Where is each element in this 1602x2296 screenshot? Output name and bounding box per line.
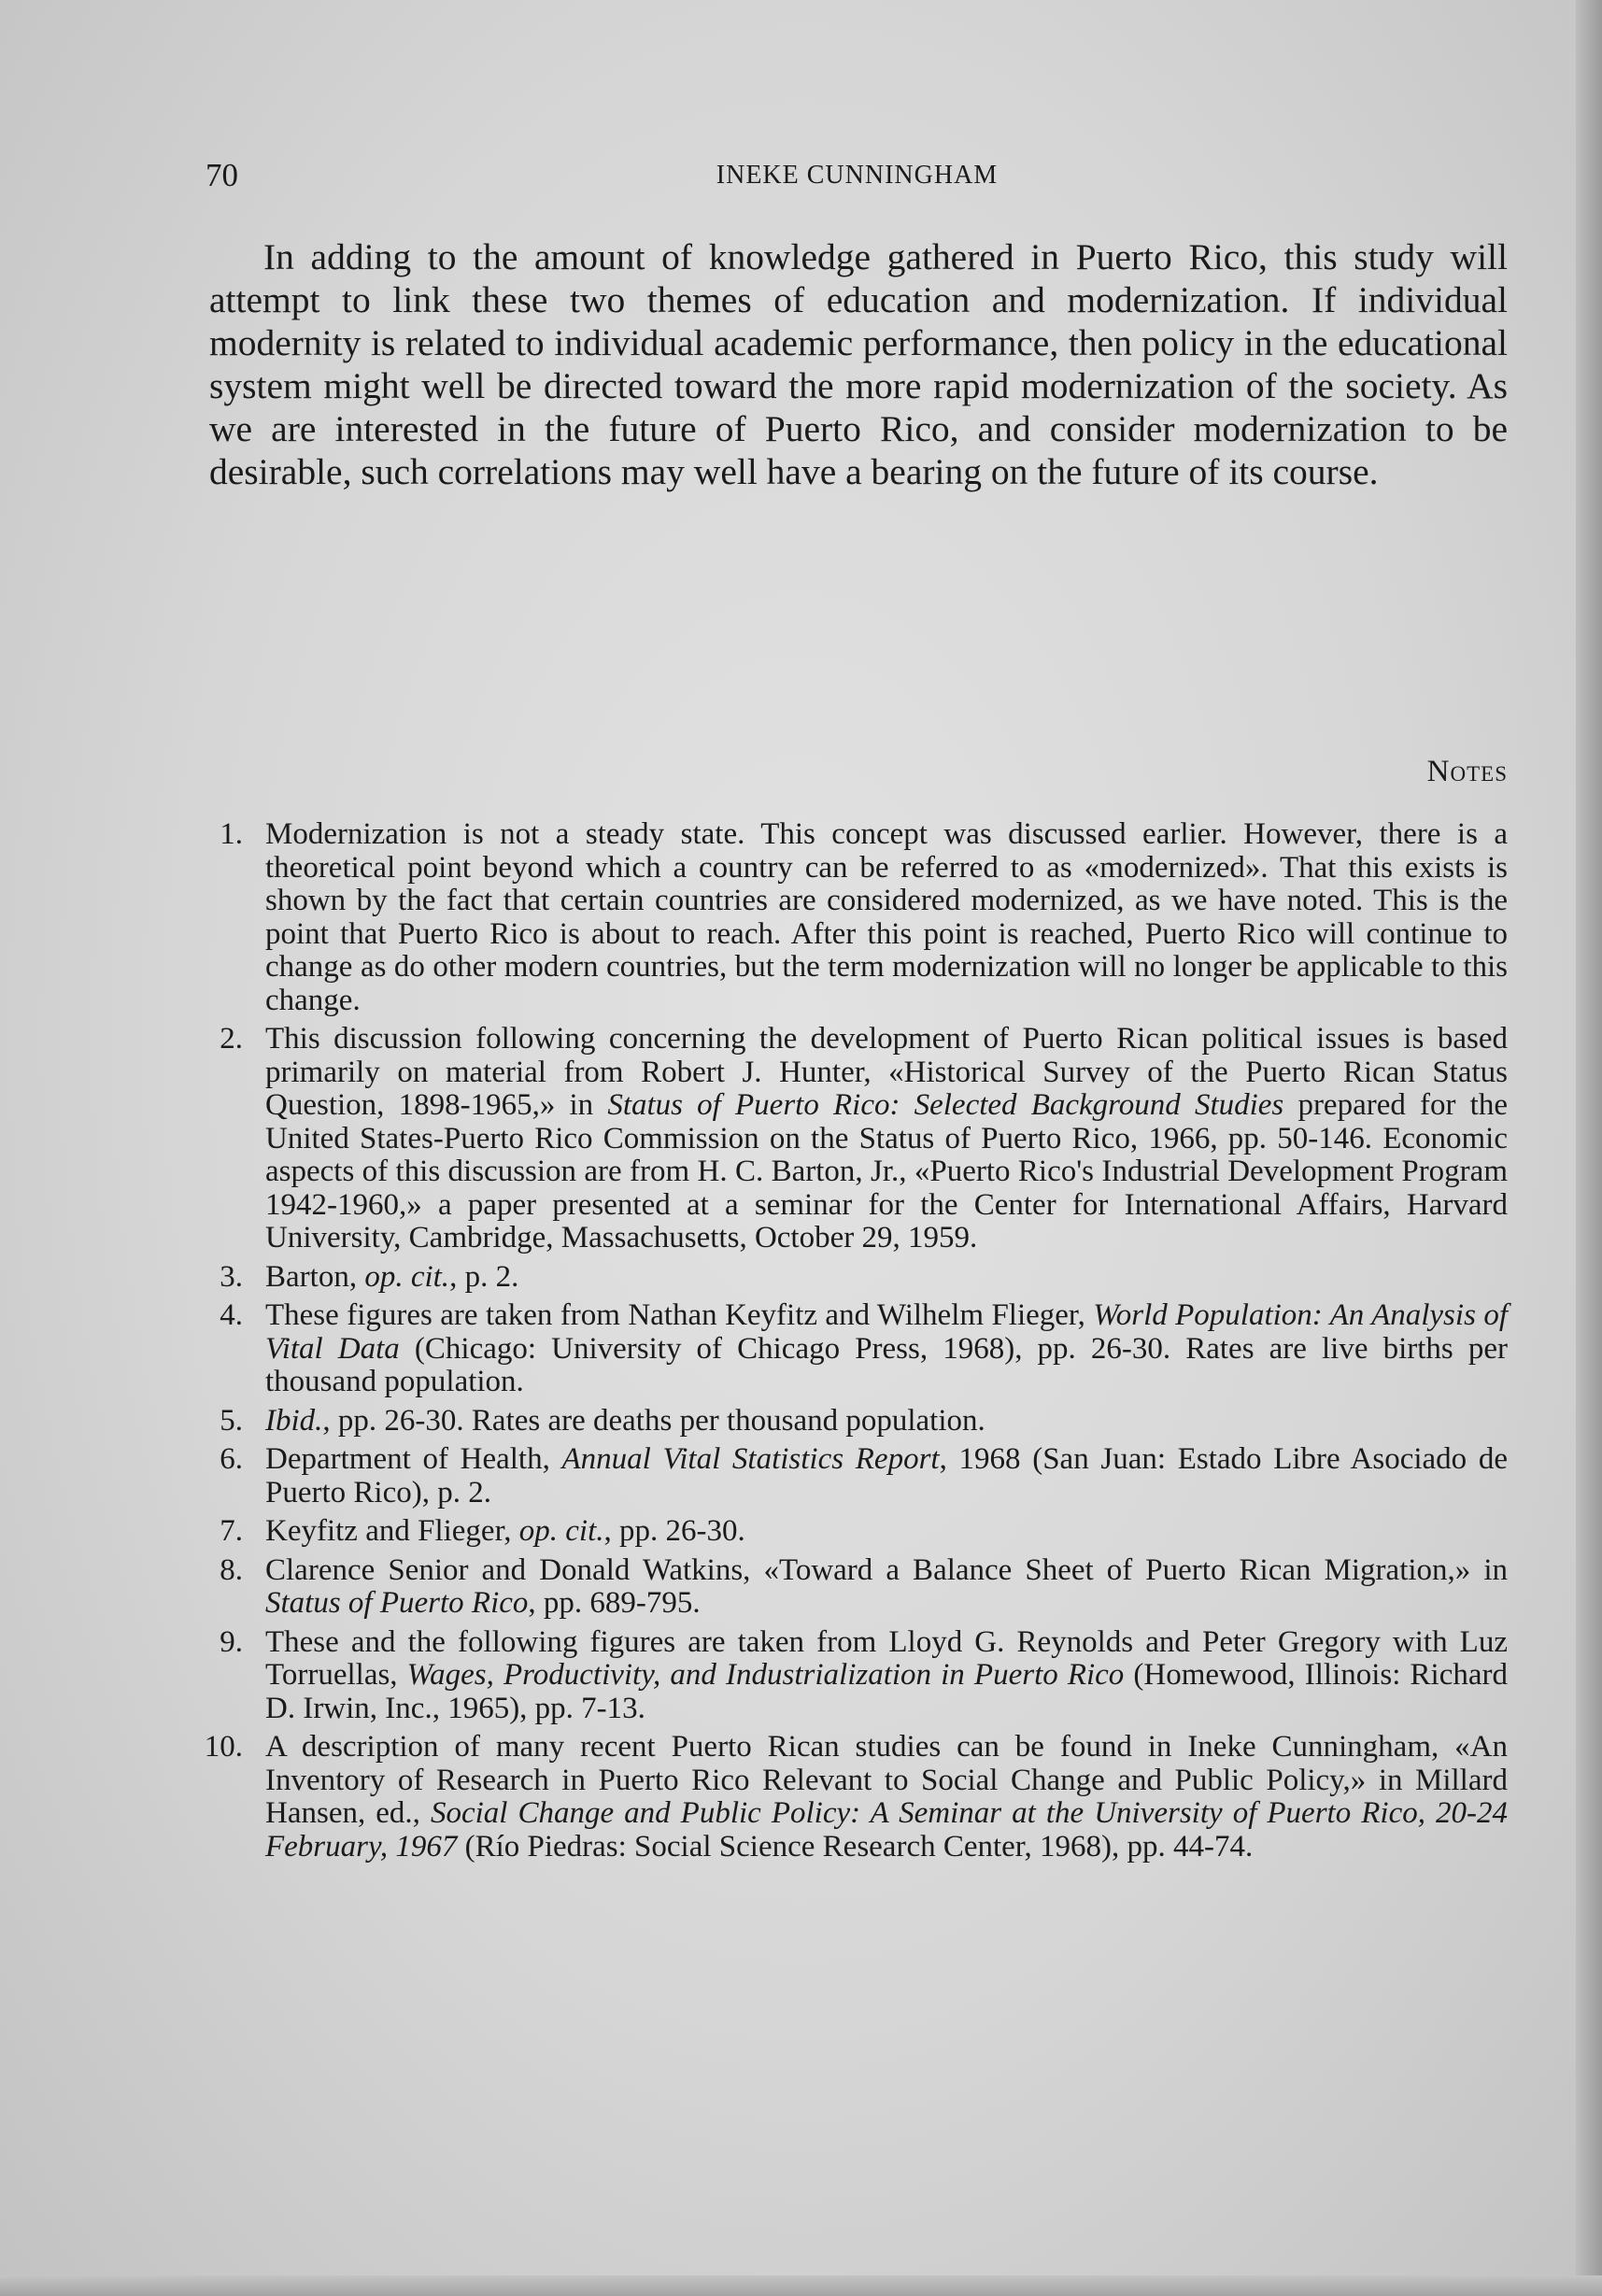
footnote-number: 6. [220,1442,243,1476]
footnote [187,1405,1508,1439]
footnote [187,1023,1508,1255]
page-bottom-shadow [0,2275,1602,2296]
footnote-italic-run: Annual Vital Statistics Report [561,1442,940,1476]
footnote-text [265,1625,1508,1725]
footnote [187,1515,1508,1549]
body-paragraph: In adding to the amount of knowledge gathered in Puerto Rico, this study will attempt to link these two themes of education and modernization. If individual modernity is related to individual academic performance, then policy in the educational system might well be directed toward the more rapid modernization of the society. As we are interested in the future of Puerto Rico, and consider modernization to be desirable, such correlations may well have a bearing on the future of its course. [209,236,1508,492]
footnote-text [265,1404,985,1438]
running-head: INEKE CUNNINGHAM [716,161,999,190]
footnote-italic-run: Wages, Productivity, and Industrialization in Puerto Rico [406,1658,1125,1692]
footnote-text [265,1022,1508,1254]
footnote-text-run: , 1968 (San Juan: Estado Libre Asociado de Puerto Rico), p. 2. [265,1442,1509,1509]
footnote-number: 4. [220,1298,243,1332]
footnote-text-run: Keyfitz and Flieger, [265,1514,519,1548]
footnote-text-run: (Chicago: University of Chicago Press, 1968), pp. 26-30. Rates are live births per thousand population. [265,1331,1508,1398]
notes-list [187,818,1508,1869]
footnote-text-run: This discussion following concerning the development of Puerto Rican political issues is based primarily on material from Robert J. Hunter, «Historical Survey of the Puerto Rican Status Question, 1898-1965,» in [265,1022,1508,1122]
footnote [187,1731,1508,1864]
footnote-text-run: , pp. 26-30. Rates are deaths per thousand population. [322,1403,985,1438]
footnote-text-run: Department of Health, [265,1442,562,1476]
footnote-number: 7. [220,1514,243,1548]
footnote-text-run: Clarence Senior and Donald Watkins, «Toward a Balance Sheet of Puerto Rican Migration,» in [265,1552,1508,1587]
footnote-text [265,817,1508,1017]
page-header [206,157,1509,202]
footnote-italic-run: op. cit. [518,1514,604,1548]
footnote-italic-run: op. cit. [364,1259,450,1294]
footnote-number: 10. [204,1730,243,1764]
footnote [187,1626,1508,1726]
footnote-number: 2. [220,1022,243,1056]
footnote-number: 8. [220,1552,243,1587]
footnote-text-run: (Río Piedras: Social Science Research Center, 1968), pp. 44-74. [457,1829,1254,1864]
footnote-text-run: Barton, [265,1259,365,1294]
footnote-text-run: (Homewood, Illinois: Richard D. Irwin, Inc., 1965), pp. 7-13. [265,1658,1508,1725]
footnote-number: 3. [220,1259,243,1294]
footnote-text [265,1514,745,1548]
footnote-text [265,1298,1508,1398]
footnote-number: 9. [220,1624,243,1659]
footnote-italic-run: Social Change and Public Policy: A Seminar at the University of Puerto Rico, 20-24 February, 1967 [265,1796,1508,1864]
footnote-italic-run: World Population: An Analysis of Vital Data [265,1298,1508,1366]
footnote [187,1261,1508,1295]
footnote-text-run: Modernization is not a steady state. This concept was discussed earlier. However, there is a theoretical point beyond which a country can be referred to as «modernized». That this exists is shown by the fact that certain countries are considered modernized, as we have noted. This is the point that Puerto Rico is about to reach. After this point is reached, Puerto Rico will continue to change as do other modern countries, but the term modernization will no longer be applicable to this change. [265,817,1508,1017]
footnote-italic-run: Status of Puerto Rico: Selected Background Studies [607,1088,1284,1122]
footnote-text-run: prepared for the United States-Puerto Rico Commission on the Status of Puerto Rico, 1966, pp. 50-146. Economic aspects of this discussion are from H. C. Barton, Jr., «Puerto Rico's Industrial Development Program 1942-1960,» a paper presented at a seminar for the Center for International Affairs, Harvard University, Cambridge, Massachusetts, October 29, 1959. [265,1088,1508,1254]
footnote-text-run: , pp. 689-795. [528,1586,701,1620]
footnote-text-run: These and the following figures are taken from Lloyd G. Reynolds and Peter Gregory with Luz Torruellas, [265,1624,1508,1692]
footnote-text [265,1730,1508,1864]
notes-heading: Notes [1426,755,1508,788]
footnote-text [265,1553,1508,1621]
footnote-text [265,1442,1508,1509]
footnote-text-run: , pp. 26-30. [603,1514,745,1548]
footnote [187,1443,1508,1509]
footnote-italic-run: Ibid. [265,1403,323,1438]
footnote-text-run: A description of many recent Puerto Rican studies can be found in Ineke Cunningham, «An Inventory of Research in Puerto Rico Relevant to Social Change and Public Policy,» in Millard Hansen, ed., [265,1730,1508,1830]
footnote-italic-run: Status of Puerto Rico [265,1586,529,1620]
footnote [187,1554,1508,1621]
footnote [187,818,1508,1017]
page-edge-shadow [1576,0,1602,2296]
footnote-number: 5. [220,1403,243,1438]
footnote-text [265,1260,518,1294]
footnote [187,1299,1508,1399]
page-number: 70 [206,157,238,193]
footnote-number: 1. [220,817,243,851]
footnote-text-run: , p. 2. [449,1259,519,1294]
footnote-text-run: These figures are taken from Nathan Keyfitz and Wilhelm Flieger, [265,1298,1094,1332]
